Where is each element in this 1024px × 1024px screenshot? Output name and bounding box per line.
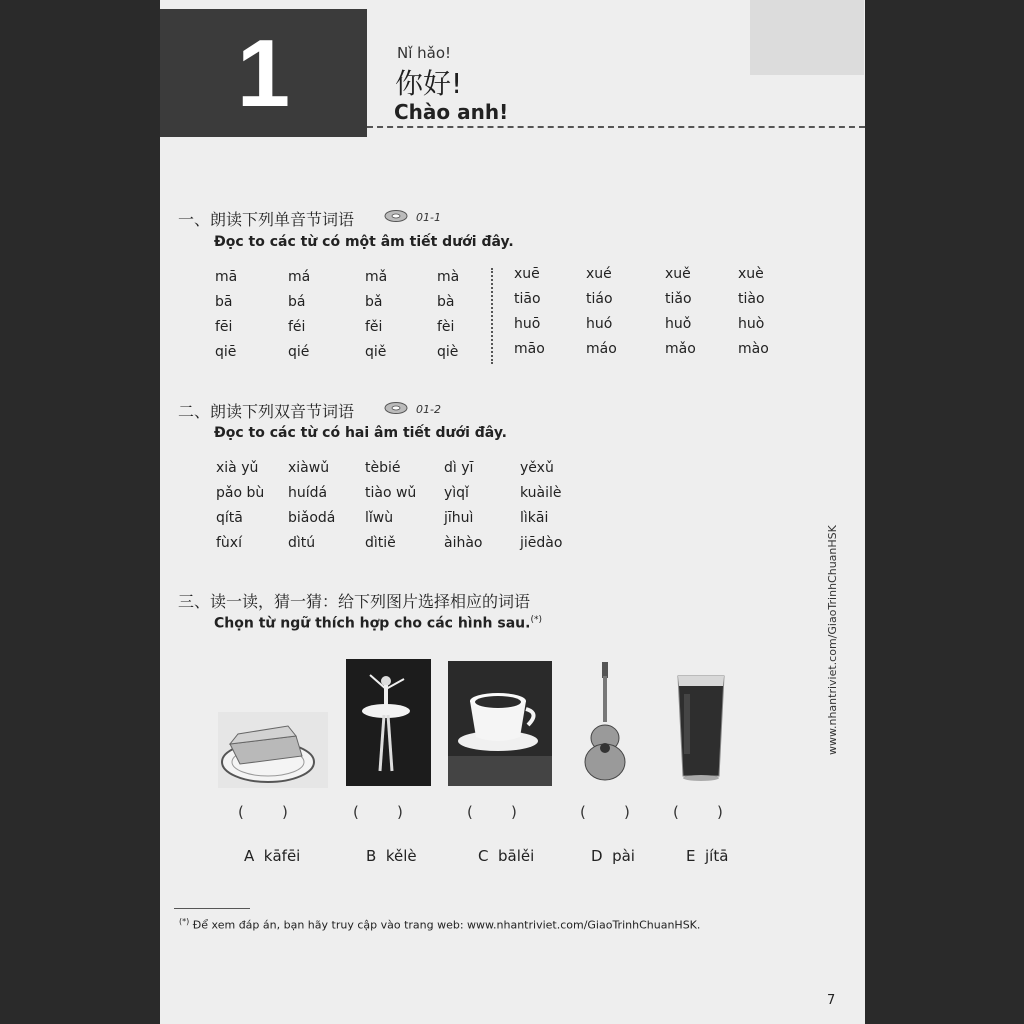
lesson-number: 1	[236, 20, 291, 127]
word: dì yī	[444, 460, 474, 476]
word: huídá	[288, 485, 328, 501]
word: tèbié	[365, 460, 401, 476]
answer-option: B kělè	[366, 847, 417, 865]
syllable: tiāo	[514, 291, 541, 307]
section2-track: 01-2	[416, 403, 441, 416]
syllable: huō	[514, 316, 541, 332]
pie-image	[218, 712, 328, 788]
syllable: māo	[514, 341, 545, 357]
answer-blank[interactable]: ( )	[238, 803, 288, 821]
syllable: bā	[215, 294, 233, 310]
word: yìqǐ	[444, 485, 469, 501]
answer-blank[interactable]: ( )	[467, 803, 517, 821]
word: lǐwù	[365, 510, 394, 526]
word: pǎo bù	[216, 485, 265, 501]
audio-cd-icon	[384, 401, 408, 415]
word: jiēdào	[520, 535, 563, 551]
footnote-text: Để xem đáp án, bạn hãy truy cập vào trang web: www.nhantriviet.com/GiaoTrinhChuanHSK.	[192, 918, 701, 932]
syllable: féi	[288, 319, 306, 335]
syllable: xuē	[514, 266, 540, 282]
bleed-through-shadow	[750, 0, 864, 75]
word: fùxí	[216, 535, 242, 551]
word: xiàwǔ	[288, 460, 330, 476]
word: yěxǔ	[520, 460, 554, 476]
answer-option: D pài	[591, 847, 635, 865]
answer-option: E jítā	[686, 847, 729, 865]
syllable: xuě	[665, 266, 691, 282]
syllable: qié	[288, 344, 310, 360]
syllable: tiáo	[586, 291, 613, 307]
section3-title: 三、读一读，猜一猜：给下列图片选择相应的词语	[178, 592, 531, 611]
word: dìtiě	[365, 535, 396, 551]
section3-instruction-text: Chọn từ ngữ thích hợp cho các hình sau.	[214, 615, 531, 632]
word: kuàilè	[520, 485, 562, 501]
word: dìtú	[288, 535, 316, 551]
answer-option: C bālěi	[478, 847, 535, 865]
coffee-cup-image	[448, 661, 552, 786]
page-number: 7	[827, 993, 836, 1008]
side-url: www.nhantriviet.com/GiaoTrinhChuanHSK	[826, 525, 839, 755]
syllable: bà	[437, 294, 455, 310]
word: lìkāi	[520, 510, 549, 526]
syllable: tiǎo	[665, 291, 692, 307]
footnote	[179, 917, 700, 932]
syllable: tiào	[738, 291, 765, 307]
section2-title: 二、朗读下列双音节词语	[178, 402, 355, 421]
syllable: fēi	[215, 319, 233, 335]
header-dashed-divider	[367, 126, 865, 128]
syllable: fěi	[365, 319, 383, 335]
footnote-rule	[174, 908, 250, 909]
guitar-image	[580, 660, 630, 783]
syllable: má	[288, 269, 311, 285]
word: jīhuì	[444, 510, 474, 526]
syllable: huò	[738, 316, 765, 332]
syllable: bǎ	[365, 294, 383, 310]
syllable: huó	[586, 316, 613, 332]
syllable: qiē	[215, 344, 237, 360]
column-dotted-separator	[491, 268, 493, 364]
lesson-title-pinyin: Nǐ hǎo!	[397, 44, 452, 62]
word: xià yǔ	[216, 460, 259, 476]
audio-cd-icon	[384, 209, 408, 223]
cola-glass-image	[672, 672, 730, 784]
syllable: bá	[288, 294, 306, 310]
syllable: xuè	[738, 266, 764, 282]
word: biǎodá	[288, 510, 336, 526]
ballet-dancer-image	[346, 659, 431, 786]
syllable: qiè	[437, 344, 459, 360]
word: àihào	[444, 535, 483, 551]
syllable: qiě	[365, 344, 387, 360]
answer-blank[interactable]: ( )	[580, 803, 630, 821]
section2-instruction: Đọc to các từ có hai âm tiết dưới đây.	[214, 425, 507, 441]
section3-instruction	[214, 615, 542, 632]
footnote-mark: (*)	[179, 917, 190, 926]
section1-title: 一、朗读下列单音节词语	[178, 210, 355, 229]
answer-blank[interactable]: ( )	[353, 803, 403, 821]
syllable: mǎo	[665, 341, 696, 357]
answer-blank[interactable]: ( )	[673, 803, 723, 821]
footnote-mark: (*)	[530, 615, 542, 625]
syllable: mà	[437, 269, 460, 285]
syllable: mào	[738, 341, 769, 357]
syllable: huǒ	[665, 316, 692, 332]
lesson-title-vietnamese: Chào anh!	[394, 100, 509, 124]
word: qítā	[216, 510, 243, 526]
section1-instruction: Đọc to các từ có một âm tiết dưới đây.	[214, 234, 514, 250]
syllable: máo	[586, 341, 617, 357]
syllable: xué	[586, 266, 612, 282]
answer-option: A kāfēi	[244, 847, 301, 865]
textbook-page	[160, 0, 865, 1024]
syllable: mǎ	[365, 269, 388, 285]
syllable: fèi	[437, 319, 455, 335]
section1-track: 01-1	[416, 211, 441, 224]
syllable: mā	[215, 269, 238, 285]
lesson-title-chinese: 你好!	[395, 67, 463, 100]
word: tiào wǔ	[365, 485, 417, 501]
